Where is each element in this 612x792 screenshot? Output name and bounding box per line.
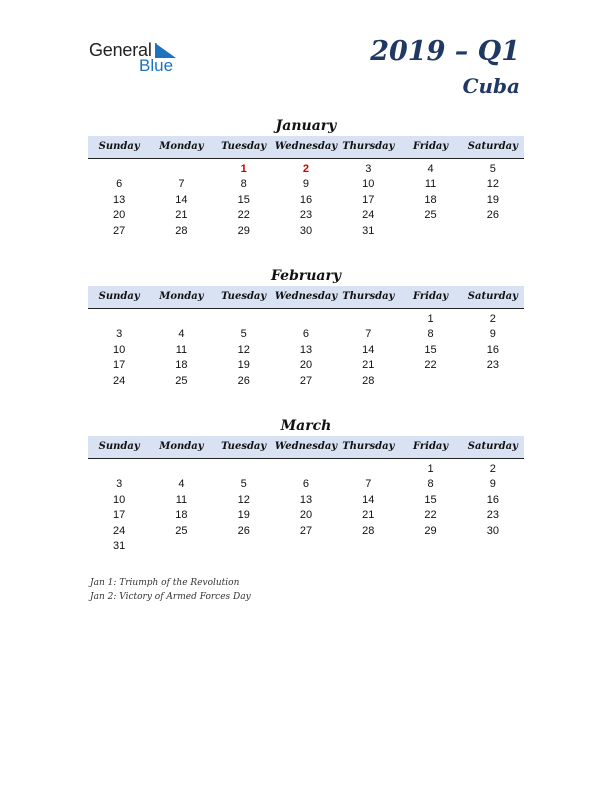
day-cell: [462, 374, 524, 389]
day-cell: [275, 539, 337, 554]
weekday-label: Tuesday: [221, 441, 267, 452]
weekday-label: Wednesday: [274, 441, 338, 452]
day-cell: 2: [302, 163, 310, 175]
day-cell: 14: [362, 493, 375, 506]
day-cell: 23: [486, 359, 499, 372]
week-row: [88, 208, 524, 223]
day-cell: 17: [113, 509, 126, 522]
week-row: [88, 477, 524, 492]
day-cell: 3: [365, 163, 372, 175]
day-cell: 15: [237, 193, 250, 206]
week-row: [88, 462, 524, 477]
day-cell: 7: [365, 328, 372, 341]
holiday-note: Jan 1: Triumph of the Revolution: [90, 578, 240, 588]
day-cell: 22: [424, 359, 437, 372]
week-row: [88, 343, 524, 358]
day-cell: 6: [302, 328, 310, 341]
day-cell: 27: [299, 374, 313, 387]
day-cell: 21: [175, 209, 188, 222]
day-cell: 20: [299, 359, 313, 372]
week-row: [88, 374, 524, 389]
day-cell: 10: [113, 343, 126, 356]
day-cell: 28: [362, 374, 375, 387]
day-cell: [399, 224, 461, 239]
day-cell: 17: [113, 359, 126, 372]
day-cell: 10: [362, 178, 375, 191]
day-cell: 14: [175, 193, 188, 206]
day-cell: [275, 312, 337, 327]
day-cell: 21: [362, 509, 375, 522]
weekday-label: Tuesday: [221, 291, 267, 302]
weekday-label: Sunday: [98, 441, 140, 452]
day-cell: [462, 539, 524, 554]
day-cell: [88, 312, 150, 327]
day-cell: [337, 312, 399, 327]
month-name: March: [280, 418, 332, 434]
day-cell: [213, 462, 275, 477]
day-cell: 11: [424, 178, 437, 191]
holiday-notes: [90, 576, 251, 604]
week-row: [88, 524, 524, 539]
weekday-label: Friday: [412, 441, 449, 452]
day-cell: 26: [237, 524, 250, 537]
day-cell: 24: [362, 209, 375, 222]
day-cell: 31: [362, 224, 375, 237]
day-cell: [88, 462, 150, 477]
logo-text-blue: Blue: [139, 56, 174, 75]
day-cell: 26: [237, 374, 250, 387]
day-cell: [150, 162, 212, 177]
day-cell: 24: [113, 374, 126, 387]
day-cell: [213, 539, 275, 554]
weekday-label: Tuesday: [221, 141, 267, 152]
day-cell: 20: [113, 209, 126, 222]
day-cell: 5: [240, 478, 247, 491]
day-cell: 10: [113, 493, 126, 506]
day-cell: [150, 312, 212, 327]
day-cell: [150, 462, 212, 477]
day-cell: 16: [486, 493, 499, 506]
day-cell: 3: [116, 328, 123, 341]
day-cell: [213, 312, 275, 327]
month-name: February: [270, 268, 341, 284]
weekday-label: Thursday: [342, 291, 395, 302]
day-cell: 31: [113, 539, 126, 552]
day-cell: 12: [237, 493, 250, 506]
week-row: [88, 327, 524, 342]
day-cell: 27: [299, 524, 313, 537]
weekday-label: Thursday: [342, 441, 395, 452]
weekday-header: [88, 136, 524, 159]
day-cell: 3: [116, 478, 123, 491]
day-cell: 9: [489, 328, 496, 341]
weekday-label: Monday: [159, 141, 204, 152]
week-row: [88, 312, 524, 327]
day-cell: [150, 539, 212, 554]
day-cell: 8: [427, 478, 434, 491]
country-name: Cuba: [462, 74, 520, 98]
weekday-label: Sunday: [98, 291, 140, 302]
day-cell: 19: [237, 509, 250, 522]
day-cell: 30: [299, 224, 313, 237]
weekday-label: Friday: [412, 141, 449, 152]
day-cell: 9: [489, 478, 496, 491]
day-cell: 23: [299, 209, 313, 222]
month-name: January: [275, 118, 337, 134]
day-cell: 20: [299, 509, 313, 522]
weekday-label: Friday: [412, 291, 449, 302]
day-cell: [88, 162, 150, 177]
day-cell: [275, 462, 337, 477]
day-cell: 29: [424, 524, 437, 537]
weekday-label: Saturday: [467, 141, 518, 152]
day-cell: 6: [116, 178, 123, 191]
day-cell: 11: [175, 493, 188, 506]
week-row: [88, 493, 524, 508]
day-cell: 19: [486, 193, 499, 206]
day-cell: 7: [365, 478, 372, 491]
day-cell: 1: [427, 313, 434, 325]
day-cell: 8: [240, 178, 247, 191]
day-cell: 22: [424, 509, 437, 522]
day-cell: 14: [362, 343, 375, 356]
day-cell: 5: [489, 163, 496, 175]
day-cell: 12: [486, 178, 499, 191]
day-cell: 25: [424, 209, 437, 222]
day-cell: 25: [175, 524, 188, 537]
day-cell: 12: [237, 343, 250, 356]
weekday-label: Saturday: [467, 291, 518, 302]
weekday-label: Monday: [159, 441, 204, 452]
day-cell: 4: [427, 163, 434, 175]
day-cell: 4: [178, 328, 185, 341]
day-cell: 17: [362, 193, 375, 206]
day-cell: 15: [424, 493, 437, 506]
day-cell: 24: [113, 524, 126, 537]
day-cell: 2: [489, 463, 496, 475]
day-cell: 28: [362, 524, 375, 537]
day-cell: 16: [486, 343, 499, 356]
week-row: [88, 177, 524, 192]
day-cell: 6: [302, 478, 310, 491]
day-cell: 29: [237, 224, 250, 237]
day-cell: 21: [362, 359, 375, 372]
weekday-label: Wednesday: [274, 291, 338, 302]
day-cell: 1: [427, 463, 434, 475]
weekday-label: Wednesday: [274, 141, 338, 152]
week-row: [88, 358, 524, 373]
week-row: [88, 162, 524, 177]
day-cell: 16: [299, 193, 313, 206]
day-cell: [399, 374, 461, 389]
week-row: [88, 508, 524, 523]
weekday-header: [88, 436, 524, 459]
holiday-note: Jan 2: Victory of Armed Forces Day: [90, 592, 251, 602]
day-cell: [337, 462, 399, 477]
month-calendar: [88, 266, 524, 389]
day-cell: 13: [299, 493, 313, 506]
weekday-label: Monday: [159, 291, 204, 302]
week-row: [88, 539, 524, 554]
day-cell: 11: [175, 343, 188, 356]
week-row: [88, 193, 524, 208]
month-calendar: [88, 416, 524, 554]
generalblue-logo: [89, 40, 189, 76]
day-cell: 5: [240, 328, 247, 341]
weekday-header: [88, 286, 524, 309]
day-cell: 7: [178, 178, 185, 191]
day-cell: 9: [302, 178, 310, 191]
day-cell: 18: [175, 509, 188, 522]
day-cell: 4: [178, 478, 185, 491]
day-cell: [399, 539, 461, 554]
day-cell: 18: [424, 193, 437, 206]
month-calendar: [88, 116, 524, 239]
page-title: 2019 – Q1: [370, 36, 520, 67]
day-cell: 22: [237, 209, 250, 222]
day-cell: 13: [299, 343, 313, 356]
weekday-label: Thursday: [342, 141, 395, 152]
day-cell: 30: [486, 524, 499, 537]
logo-text-general: General: [89, 40, 152, 60]
day-cell: [462, 224, 524, 239]
day-cell: 25: [175, 374, 188, 387]
day-cell: 15: [424, 343, 437, 356]
day-cell: 1: [240, 163, 247, 175]
day-cell: 13: [113, 193, 126, 206]
day-cell: 2: [489, 313, 496, 325]
weekday-label: Sunday: [98, 141, 140, 152]
day-cell: 27: [113, 224, 126, 237]
day-cell: 26: [486, 209, 499, 222]
week-row: [88, 224, 524, 239]
day-cell: 8: [427, 328, 434, 341]
day-cell: 19: [237, 359, 250, 372]
weekday-label: Saturday: [467, 441, 518, 452]
day-cell: 28: [175, 224, 188, 237]
day-cell: 23: [486, 509, 499, 522]
day-cell: 18: [175, 359, 188, 372]
day-cell: [337, 539, 399, 554]
